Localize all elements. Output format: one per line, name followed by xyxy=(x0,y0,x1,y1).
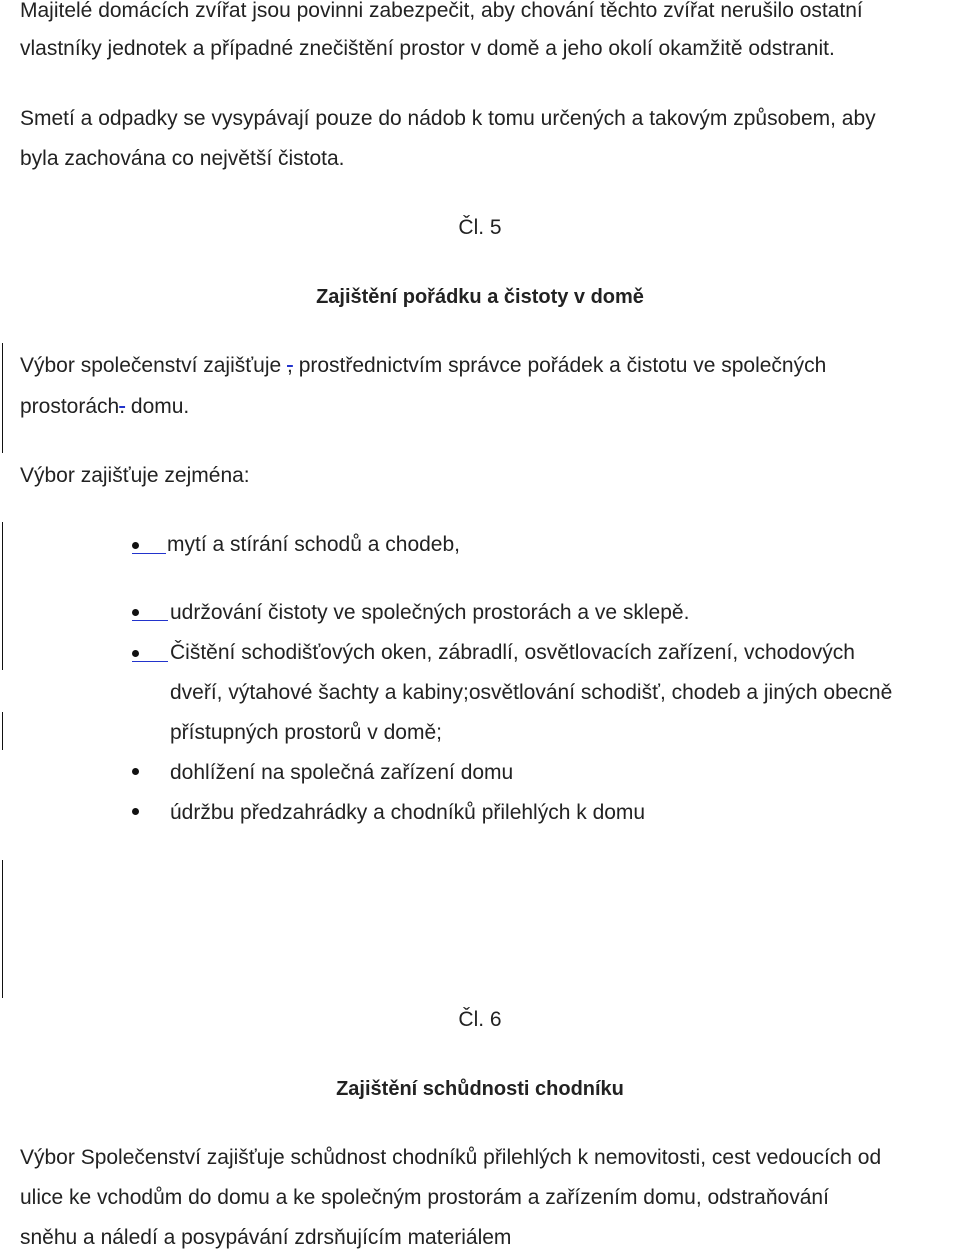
bullet-icon xyxy=(132,808,139,815)
article-5-heading: Zajištění pořádku a čistoty v domě xyxy=(316,286,644,308)
list-item-5: údržbu předzahrádky a chodníků přilehlých k domu xyxy=(170,801,646,824)
bullet-icon xyxy=(132,609,139,616)
pets-paragraph-line-2: vlastníky jednotek a případné znečištění prostor v domě a jeho okolí okamžitě odstranit. xyxy=(20,37,835,60)
intro-text-a: Výbor společenství zajišťuje xyxy=(20,354,288,377)
article-6-line-3: sněhu a náledí a posypávání zdrsňujícím materiálem xyxy=(20,1226,512,1249)
bullet-icon xyxy=(132,768,139,775)
change-bar xyxy=(2,343,3,453)
list-item-1: mytí a stírání schodů a chodeb, xyxy=(167,533,460,556)
intro2-text-a: prostorách xyxy=(20,395,120,418)
list-item-3-line-2: dveří, výtahové šachty a kabiny;osvětlování schodišť, chodeb a jiných obecně xyxy=(170,681,893,704)
article-5-intro-line-1 xyxy=(20,355,826,376)
insertion-underline xyxy=(132,620,168,621)
list-item-2: udržování čistoty ve společných prostorách a ve sklepě. xyxy=(170,601,690,624)
insertion-underline xyxy=(132,553,166,554)
pets-paragraph-line-1: Majitelé domácích zvířat jsou povinni zabezpečit, aby chování těchto zvířat nerušilo ostatní xyxy=(20,0,863,22)
article-6-number: Čl. 6 xyxy=(458,1008,502,1031)
bullet-icon xyxy=(132,650,139,657)
deleted-comma: , xyxy=(287,354,293,377)
list-item-4: dohlížení na společná zařízení domu xyxy=(170,761,514,784)
change-bar xyxy=(2,860,3,998)
change-bar xyxy=(2,522,3,670)
article-5-number: Čl. 5 xyxy=(458,216,502,239)
list-item-3-line-1: Čištění schodišťových oken, zábradlí, osvětlovacích zařízení, vchodových xyxy=(170,641,855,664)
waste-paragraph-line-1: Smetí a odpadky se vysypávají pouze do nádob k tomu určených a takovým způsobem, aby xyxy=(20,107,876,130)
article-6-line-2: ulice ke vchodům do domu a ke společným prostorám a zařízením domu, odstraňování xyxy=(20,1186,829,1209)
deleted-period: . xyxy=(119,395,126,418)
article-6-line-1: Výbor Společenství zajišťuje schůdnost chodníků přilehlých k nemovitosti, cest vedoucích od xyxy=(20,1146,882,1169)
intro2-text-b: domu. xyxy=(125,395,190,418)
article-5-lead: Výbor zajišťuje zejména: xyxy=(20,464,250,487)
article-6-heading: Zajištění schůdnosti chodníku xyxy=(336,1078,624,1100)
intro-text-b: prostřednictvím správce pořádek a čistotu ve společných xyxy=(292,354,827,377)
list-item-3-line-3: přístupných prostorů v domě; xyxy=(170,721,442,744)
change-bar xyxy=(2,712,3,750)
article-5-intro-line-2 xyxy=(20,396,189,417)
waste-paragraph-line-2: byla zachována co největší čistota. xyxy=(20,147,345,170)
bullet-icon xyxy=(132,542,139,549)
insertion-underline xyxy=(132,661,168,662)
